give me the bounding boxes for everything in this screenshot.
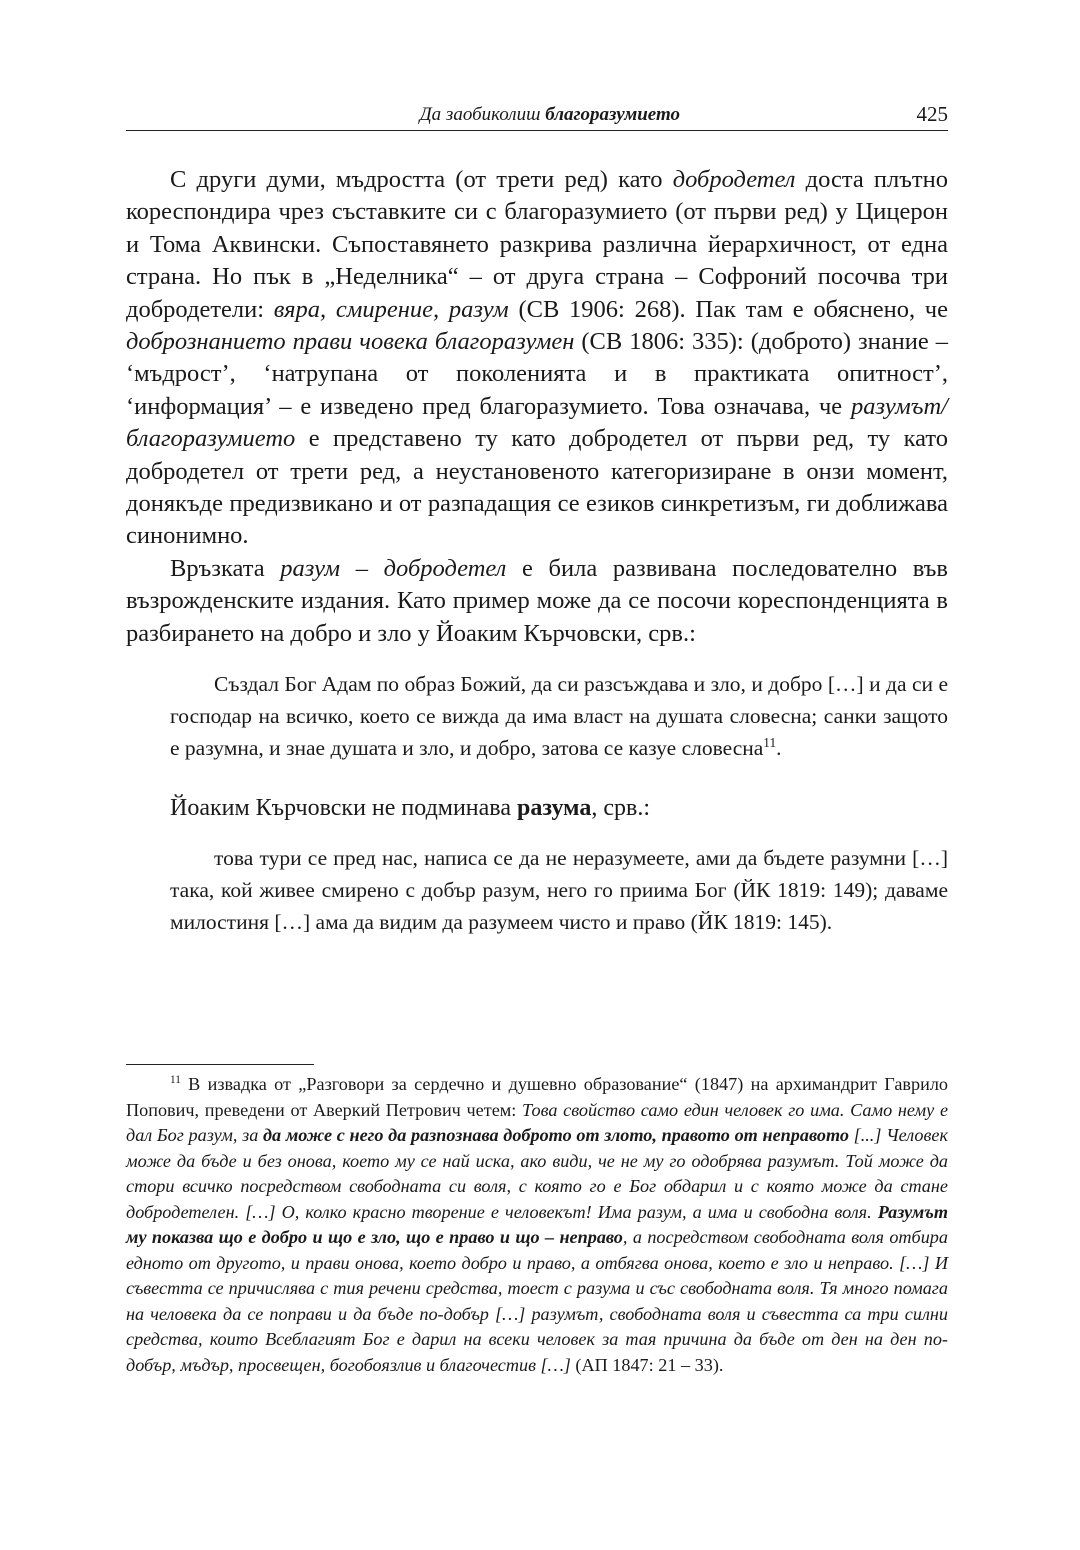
- italic-run: разум – добродетел: [280, 554, 507, 582]
- main-text: [126, 164, 948, 938]
- bold-italic-run: Разумът му показва що е добро и що е зло, що е право и що – неправо: [126, 1201, 948, 1247]
- running-title: [420, 104, 680, 126]
- block-quote-2: [170, 842, 948, 938]
- block-quote-1: [170, 668, 948, 764]
- italic-run: добрознанието прави човека благоразумен: [126, 328, 575, 356]
- lead-sentence: [170, 792, 948, 824]
- text-run: е била развивана последователно във възрожденските издания. Като пример може да се посочи кореспонденцията в разбирането на добро и зло у Йоаким Кърчовски, срв.:: [126, 554, 948, 647]
- text-run: В извадка от „Разговори за сердечно и душевно образование“ (1847) на архимандрит Гаврило Попович, преведени от Аверкий Петрович четем:: [126, 1074, 948, 1120]
- running-title-plain: Да заобиколиш: [419, 104, 546, 125]
- paragraph-2: [126, 553, 948, 650]
- text-run: , срв.:: [591, 795, 650, 822]
- paragraph-1: [126, 164, 948, 553]
- footnote-11: [126, 1072, 948, 1378]
- page-number: 425: [916, 102, 948, 126]
- text-run: доста плътно кореспондира чрез съставките си с благоразумието (от първи ред) у Цицерон и Тома Аквински. Съпоставянето разкрива различна йерархичност, от една страна. Но пък в „Неделника“ – от друга страна – Софроний посочва три добродетели:: [126, 166, 949, 323]
- text-run: е представено ту като добродетел от първи ред, ту като добродетел от трети ред, а неустановеното категоризиране в онзи момент, донякъде предизвикано и от разпадащия се езиков синкретизъм, ги доближава синонимно.: [126, 425, 948, 550]
- quote-end: .: [776, 736, 782, 761]
- text-run: (СВ 1906: 268). Пак там е обяснено, че: [508, 295, 949, 323]
- running-header: [126, 100, 948, 131]
- italic-run: Това свойство само един человек го има. Само нему е дал Бог разум, за: [126, 1099, 949, 1145]
- italic-run: , а посредством свободната воля отбира едното от другото, и прави онова, което добро и право, а отбягва онова, което е зло и неправо. […] И съвестта се причислява с тия речени средства, тоест с разума и със свободната воля. Тя много помага на человека да се поправи и да бъде по-добър […] разумът, свободната воля и съвестта са три силни средства, които Всеблагият Бог е дарил на всеки человек за тая причина да бъде от ден на ден по-добър, мъдър, просвещен, богобоязлив и благочестив […]: [126, 1227, 948, 1375]
- bold-run: разума: [516, 795, 592, 822]
- italic-run: [...] Человек може да бъде и без онова, което му се най иска, ако види, че не му го одобрява разумът. Той може да стори всичко посредством свободната си воля, с която го е Бог обдарил и с която може да стане добродетелен. […] О, колко красно творение е человекът! Има разум, а има и свободна воля.: [126, 1125, 948, 1222]
- italic-run: вяра, смирение, разум: [273, 295, 509, 323]
- text-run: (СВ 1806: 335): (доброто) знание – ‘мъдрост’, ‘натрупана от поколенията и в практиката опитност’, ‘информация’ – е изведено пред благоразумието. Това означава, че: [126, 328, 949, 420]
- footnote-separator: [126, 1064, 314, 1065]
- text-run: С други думи, мъдростта (от трети ред) като: [170, 166, 673, 193]
- quote-text: Създал Бог Адам по образ Божий, да си разсъждава и зло, и добро […] и да си е господар на всичко, което се вижда да има власт на душата словесна; санки защото е разумна, и знае душата и зло, и добро, затова се казуе словесна: [170, 672, 948, 761]
- running-title-bold: благоразумието: [545, 104, 680, 125]
- footnote-reference[interactable]: 11: [763, 735, 777, 751]
- quote-paragraph: това тури се пред нас, написа се да не неразумеете, ами да бъдете разумни […] така, кой живее смирено с добър разум, него го приима Бог (ЙК 1819: 149); даваме милостиня […] ама да видим да разумеем чисто и право (ЙК 1819: 145).: [170, 846, 948, 935]
- text-run: (АП 1847: 21 – 33).: [570, 1354, 724, 1375]
- text-run: Връзката: [170, 554, 281, 582]
- italic-run: разумът/благоразумието: [126, 392, 948, 453]
- italic-run: добродетел: [672, 166, 796, 193]
- footnote-number: 11: [170, 1074, 181, 1087]
- text-run: Йоаким Кърчовски не подминава: [170, 795, 517, 822]
- footnote-paragraph: [126, 1072, 948, 1378]
- bold-italic-run: да може с него да разпознава доброто от злото, правото от неправото: [263, 1125, 849, 1145]
- quote-paragraph: [170, 668, 948, 764]
